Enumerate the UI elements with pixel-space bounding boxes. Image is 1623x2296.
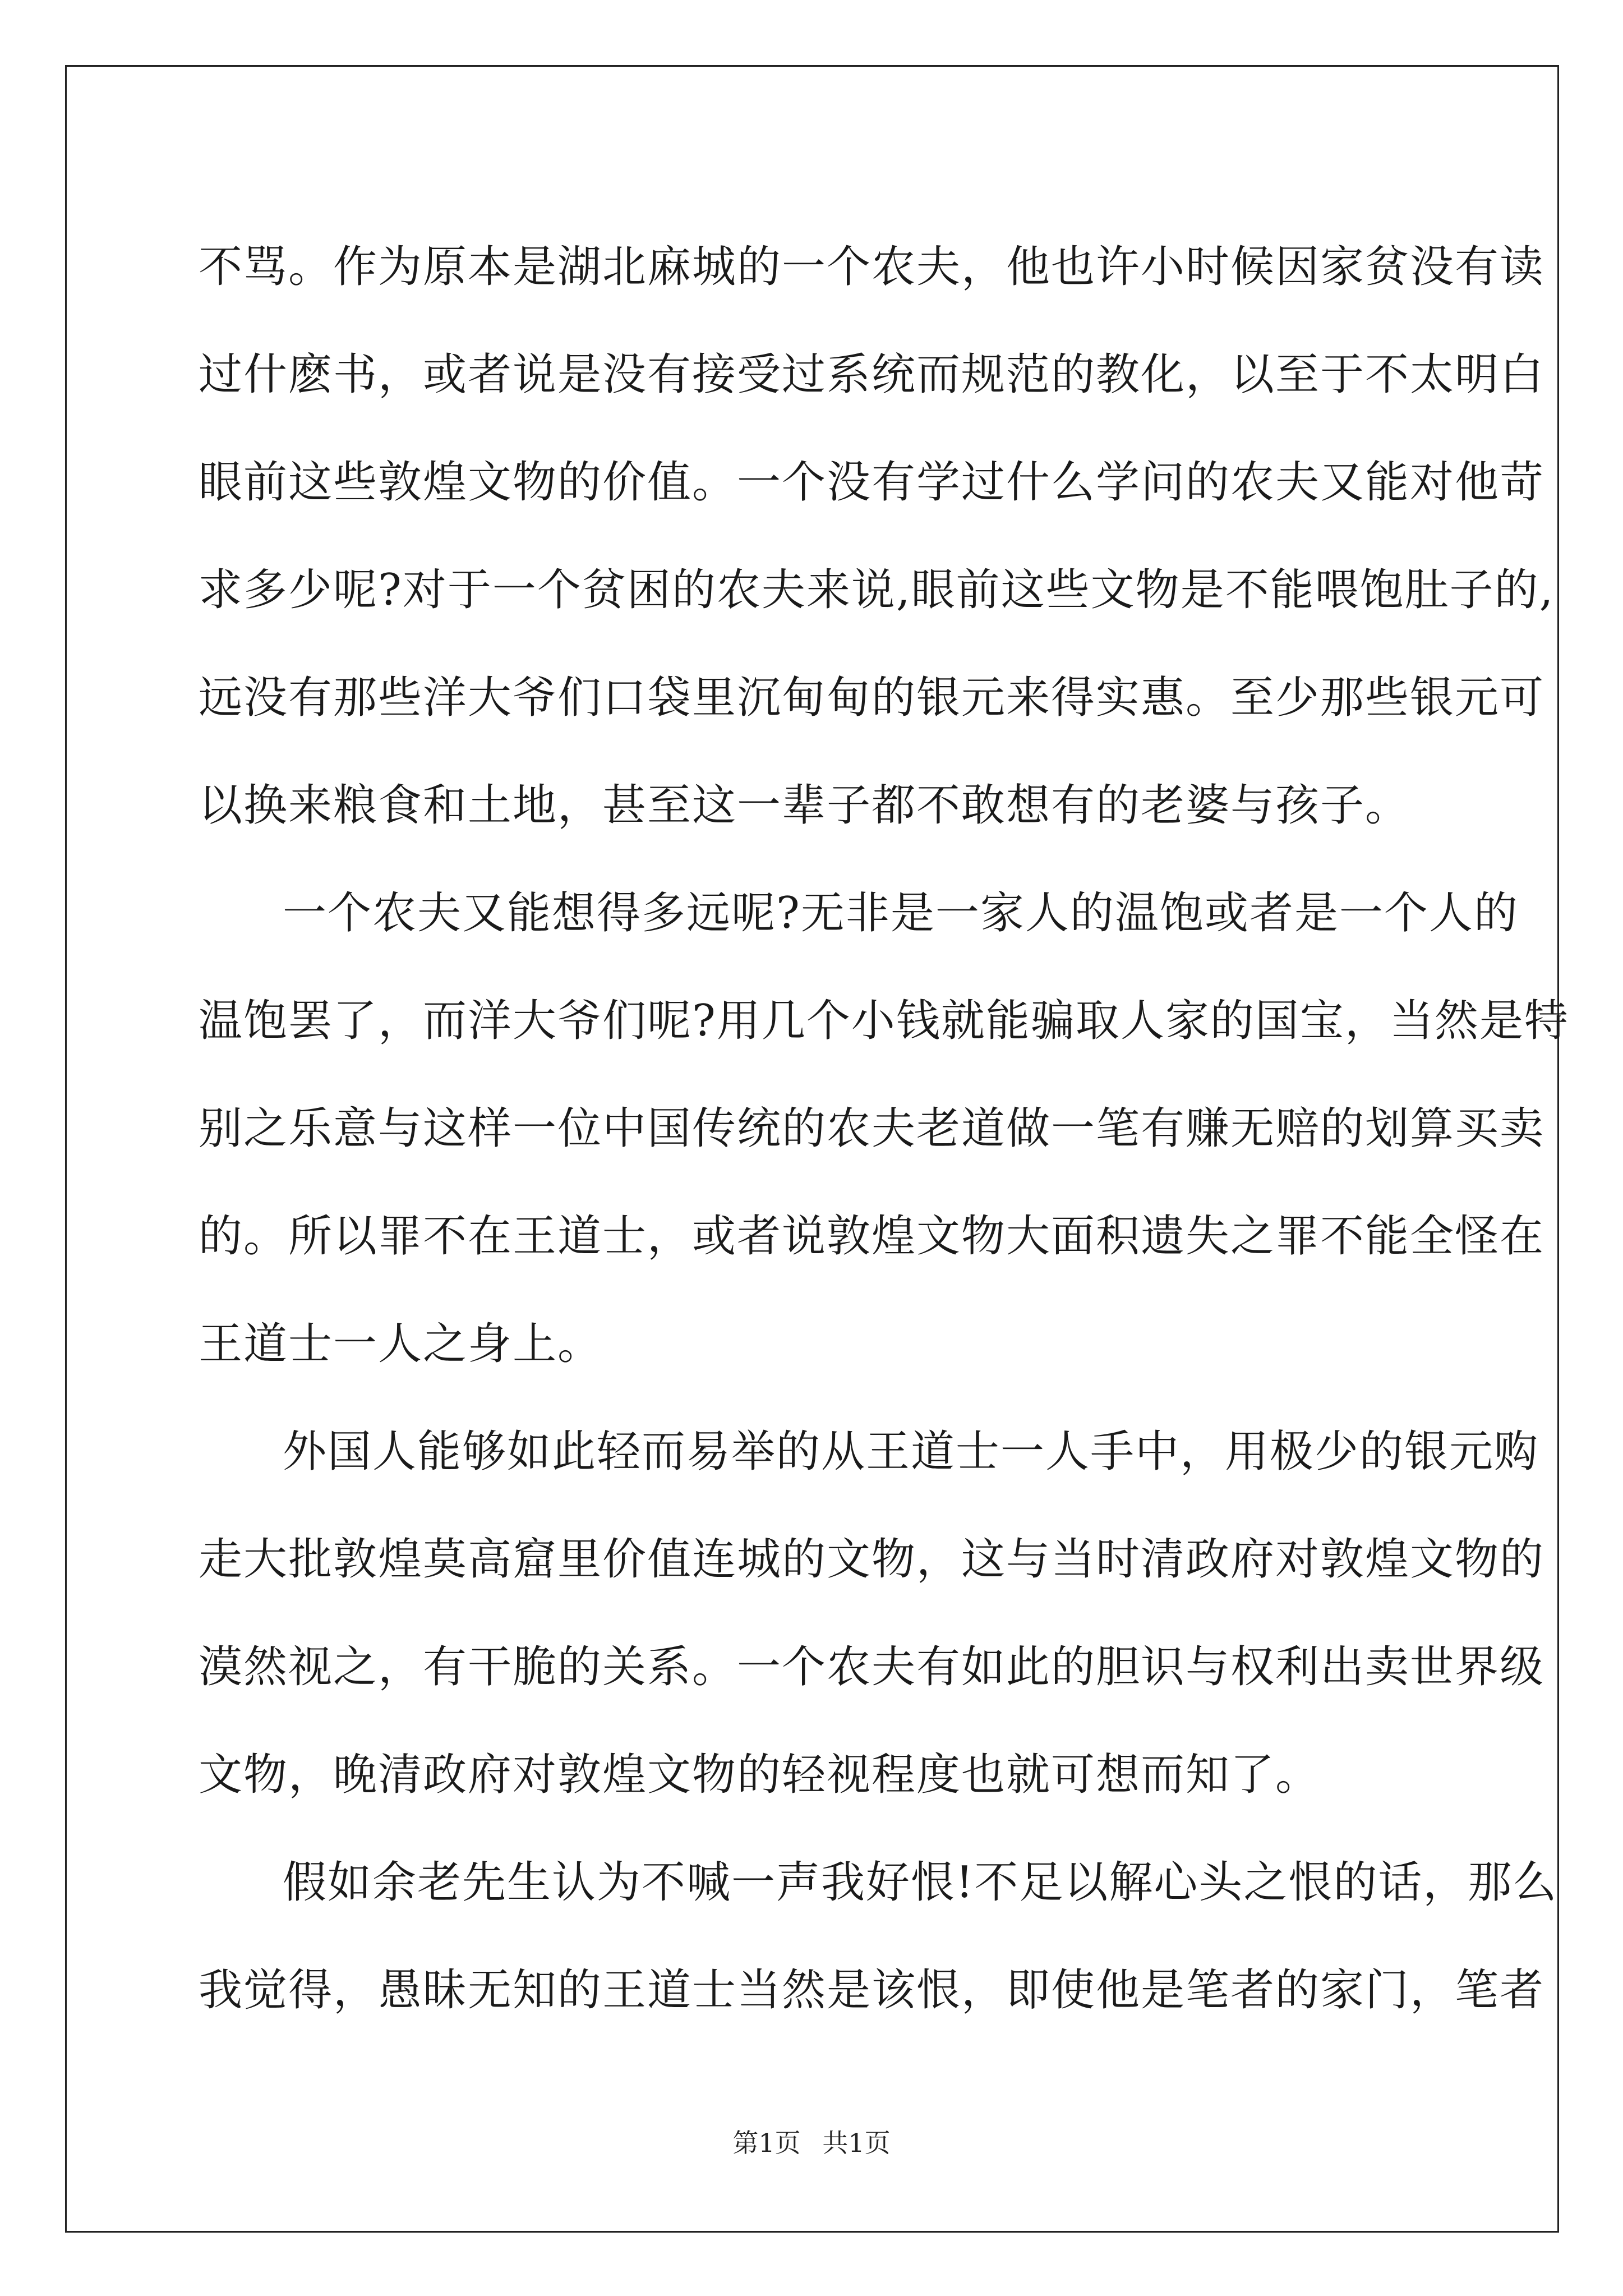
document-body (199, 213, 1569, 2044)
text-line: 远没有那些洋大爷们口袋里沉甸甸的银元来得实惠。至少那些银元可 (199, 673, 1545, 723)
text-line: 求多少呢?对于一个贫困的农夫来说,眼前这些文物是不能喂饱肚子的, (199, 565, 1555, 615)
text-line: 我觉得，愚昧无知的王道士当然是该恨，即使他是笔者的家门，笔者 (199, 1965, 1545, 2016)
paragraph-first-line: 假如余老先生认为不喊一声我好恨!不足以解心头之恨的话，那么 (283, 1857, 1558, 1908)
paragraph-first-line: 外国人能够如此轻而易举的从王道士一人手中，用极少的银元购 (283, 1427, 1539, 1477)
text-line: 不骂。作为原本是湖北麻城的一个农夫，他也许小时候因家贫没有读 (199, 242, 1545, 292)
text-line: 温饱罢了，而洋大爷们呢?用几个小钱就能骗取人家的国宝，当然是特 (199, 996, 1569, 1046)
text-line: 以换来粮食和土地，甚至这一辈子都不敢想有的老婆与孩子。 (199, 780, 1410, 831)
total-pages: 共1页 (822, 2128, 891, 2158)
text-line: 走大批敦煌莫高窟里价值连城的文物，这与当时清政府对敦煌文物的 (199, 1534, 1545, 1585)
text-line: 王道士一人之身上。 (199, 1319, 603, 1369)
text-line: 的。所以罪不在王道士，或者说敦煌文物大面积遗失之罪不能全怪在 (199, 1211, 1545, 1262)
page-footer (0, 2126, 1623, 2160)
text-line: 过什麽书，或者说是没有接受过系统而规范的教化，以至于不太明白 (199, 349, 1545, 400)
page-number: 第1页 (732, 2128, 801, 2158)
text-line: 别之乐意与这样一位中国传统的农夫老道做一笔有赚无赔的划算买卖 (199, 1103, 1545, 1154)
text-line: 漠然视之，有干脆的关系。一个农夫有如此的胆识与权利出卖世界级 (199, 1642, 1545, 1692)
text-line: 眼前这些敦煌文物的价值。一个没有学过什么学问的农夫又能对他苛 (199, 457, 1545, 508)
text-line: 文物，晚清政府对敦煌文物的轻视程度也就可想而知了。 (199, 1750, 1321, 1800)
paragraph-first-line: 一个农夫又能想得多远呢?无非是一家人的温饱或者是一个人的 (283, 888, 1519, 938)
